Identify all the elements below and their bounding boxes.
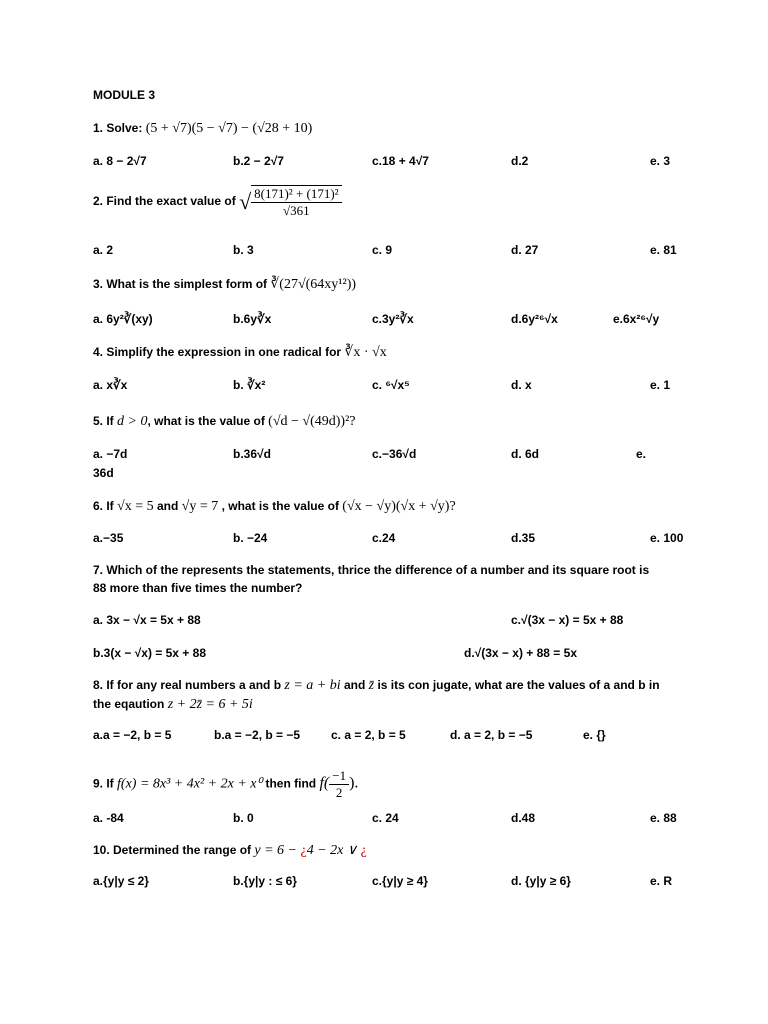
question-10: [93, 842, 367, 859]
choice-b: b.36√d: [233, 447, 271, 461]
choice-d: d. 6d: [511, 447, 540, 461]
choice-b: b.{y|y : ≤ 6}: [233, 874, 297, 888]
fraction-denominator: 2: [335, 785, 343, 800]
question-text-2: and: [343, 678, 366, 692]
choice-c: c.√(3x − x) = 5x + 88: [511, 613, 624, 627]
choice-a: a. −7d: [93, 447, 128, 461]
choice-b: b. 3: [233, 243, 254, 257]
choice-a: a. x∛x: [93, 378, 128, 392]
question-7-line-2: 88 more than five times the number?: [93, 581, 303, 595]
choice-b: b.2 − 2√7: [233, 154, 284, 168]
question-label: 4. Simplify the expression in one radical for: [93, 345, 342, 359]
conjugate-symbol: z̄: [368, 678, 375, 693]
choice-e-continued: 36d: [93, 466, 114, 480]
function-part-1: y = 6 −: [254, 843, 301, 858]
choice-e: e. 1: [650, 378, 671, 392]
question-1: [93, 120, 312, 137]
choice-b: b.3(x − √x) = 5x + 88: [93, 646, 206, 660]
question-label: 10. Determined the range of: [93, 843, 252, 857]
choice-e: e. 3: [650, 154, 671, 168]
question-7-line-1: 7. Which of the represents the statements, thrice the difference of a number and its square root is: [93, 563, 650, 577]
question-2: [93, 185, 342, 219]
choice-c: c. 9: [372, 243, 393, 257]
choice-e: e. 88: [650, 811, 677, 825]
condition-y: √y = 7: [181, 499, 219, 514]
choice-a: a. 3x − √x = 5x + 88: [93, 613, 201, 627]
question-text: then find: [265, 776, 317, 791]
condition: d > 0: [117, 414, 148, 429]
choice-d: d. x: [511, 378, 532, 392]
question-8-line-2: [93, 696, 253, 713]
question-label: 5. If: [93, 414, 114, 428]
choice-e: e.6x²⁶√y: [613, 312, 660, 326]
choice-c: c.18 + 4√7: [372, 154, 429, 168]
choice-c: c. 24: [372, 811, 399, 825]
function-call-open: f(: [319, 774, 330, 792]
question-label: 6. If: [93, 499, 114, 513]
choice-d: d.6y²⁶√x: [511, 312, 558, 326]
error-glyph-1: ¿: [300, 843, 307, 858]
choice-d: d. {y|y ≥ 6}: [511, 874, 571, 888]
question-label: 9. If: [93, 776, 114, 791]
choice-d: d.√(3x − x) + 88 = 5x: [464, 646, 577, 660]
choice-c: c.−36√d: [372, 447, 417, 461]
equation: z + 2z̄ = 6 + 5i: [167, 697, 253, 712]
page-title: MODULE 3: [93, 88, 156, 102]
question-3: [93, 276, 356, 293]
choice-d: d.35: [511, 531, 536, 545]
fraction: [329, 768, 349, 801]
choice-e: e. 100: [650, 531, 684, 545]
complex-number: z = a + bi: [284, 678, 341, 693]
question-4: [93, 344, 387, 361]
question-expression: (√d − √(49d))²?: [268, 414, 356, 429]
question-text: 8. If for any real numbers a and b: [93, 678, 282, 692]
function-definition: f(x) = 8x³ + 4x² + 2x + x⁰: [117, 776, 263, 792]
question-5: [93, 413, 356, 430]
question-text: and: [156, 499, 179, 513]
choice-b: b. 0: [233, 811, 254, 825]
choice-b: b.a = −2, b = −5: [214, 728, 301, 742]
choice-a: a. 2: [93, 243, 114, 257]
choice-a: a.{y|y ≤ 2}: [93, 874, 149, 888]
fraction: [251, 185, 341, 219]
question-text-2: , what is the value of: [221, 499, 339, 513]
question-expression: (5 + √7)(5 − √7) − (√28 + 10): [145, 121, 313, 136]
question-text: the eqaution: [93, 697, 165, 711]
choice-d: d.2: [511, 154, 529, 168]
question-text-3: is its con jugate, what are the values of a and b in: [377, 678, 660, 692]
question-6: [93, 498, 456, 515]
fraction-numerator: 8(171)² + (171)²: [251, 186, 341, 203]
choice-e: e. R: [650, 874, 673, 888]
function-call-close: ).: [349, 774, 359, 792]
choice-a: a.−35: [93, 531, 124, 545]
choice-a: a. 8 − 2√7: [93, 154, 147, 168]
fraction-numerator: −1: [329, 768, 349, 785]
fraction-denominator: √361: [283, 203, 310, 218]
choice-c: c.{y|y ≥ 4}: [372, 874, 428, 888]
choice-e: e. {}: [583, 728, 606, 742]
question-expression: (√x − √y)(√x + √y)?: [342, 499, 456, 514]
question-expression: ∛(27√(64xy¹²)): [270, 277, 357, 292]
choice-e: e.: [636, 447, 647, 461]
choice-d: d. a = 2, b = −5: [450, 728, 533, 742]
choice-e: e. 81: [650, 243, 677, 257]
choice-a: a. 6y²∛(xy): [93, 312, 153, 326]
choice-a: a.a = −2, b = 5: [93, 728, 172, 742]
sqrt-symbol: √: [239, 189, 252, 214]
choice-a: a. -84: [93, 811, 124, 825]
question-text: , what is the value of: [147, 414, 265, 428]
choice-c: c. ⁶√x⁵: [372, 378, 410, 392]
question-label: 3. What is the simplest form of: [93, 277, 268, 291]
choice-c: c.24: [372, 531, 396, 545]
condition-x: √x = 5: [117, 499, 154, 514]
function-part-2: 4 − 2x ∨: [306, 843, 361, 858]
question-8-line-1: [93, 677, 660, 694]
question-expression: ∛x · √x: [344, 345, 387, 360]
choice-d: d. 27: [511, 243, 539, 257]
choice-b: b. −24: [233, 531, 268, 545]
question-label: 1. Solve:: [93, 121, 143, 135]
question-label: 2. Find the exact value of: [93, 194, 236, 209]
choice-b: b. ∛x²: [233, 378, 266, 392]
choice-c: c. a = 2, b = 5: [331, 728, 406, 742]
choice-c: c.3y²∛x: [372, 312, 414, 326]
error-glyph-2: ¿: [360, 843, 367, 858]
choice-b: b.6y∛x: [233, 312, 272, 326]
choice-d: d.48: [511, 811, 536, 825]
question-9: [93, 768, 358, 801]
